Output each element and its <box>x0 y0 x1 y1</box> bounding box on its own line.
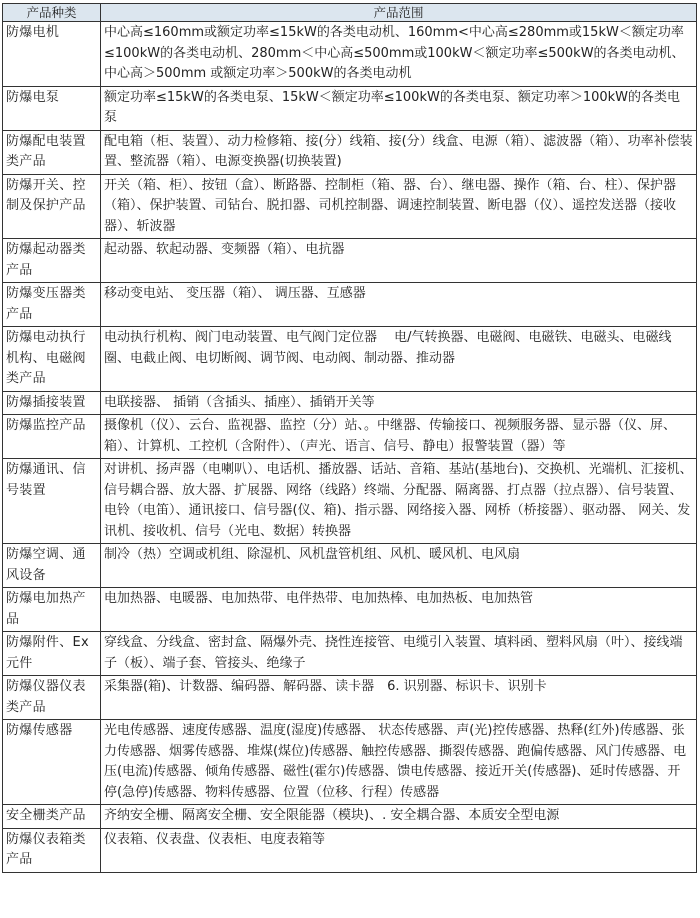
product-scope-cell: 制冷（热）空调或机组、除湿机、风机盘管机组、风机、暖风机、电风扇 <box>101 544 697 588</box>
table-row <box>3 130 697 174</box>
product-category-cell: 防爆电加热产品 <box>3 588 101 632</box>
table-row <box>3 174 697 239</box>
table-body <box>3 22 697 873</box>
table-row <box>3 544 697 588</box>
product-category-cell: 防爆开关、控制及保护产品 <box>3 174 101 239</box>
product-scope-cell: 移动变电站、 变压器（箱）、 调压器、互感器 <box>101 283 697 327</box>
product-scope-cell: 摄像机（仪）、云台、监视器、监控（分）站、。中继器、传输接口、视频服务器、显示器（仪、屏、箱）、计算机、工控机（含附件）、（声光、语言、信号、静电）报警装置（器）等 <box>101 415 697 459</box>
product-category-cell: 防爆电动执行机构、电磁阀类产品 <box>3 327 101 392</box>
product-category-cell: 防爆通讯、信号装置 <box>3 459 101 544</box>
product-category-cell: 防爆仪表箱类产品 <box>3 828 101 872</box>
product-category-cell: 防爆起动器类产品 <box>3 239 101 283</box>
table-row <box>3 327 697 392</box>
table-row <box>3 239 697 283</box>
table-row <box>3 86 697 130</box>
product-scope-cell: 中心高≤160mm或额定功率≤15kW的各类电动机、160mm<中心高≤280mm或15kW＜额定功率≤100kW的各类电动机、280mm＜中心高≤500mm或100kW＜额定功率≤500kW的各类电动机、中心高＞500mm 或额定功率＞500kW的各类电动机 <box>101 22 697 87</box>
product-scope-cell: 电动执行机构、阀门电动装置、电气阀门定位器 电/气转换器、电磁阀、电磁铁、电磁头、电磁线圈、电截止阀、电切断阀、调节阀、电动阀、制动器、推动器 <box>101 327 697 392</box>
product-category-cell: 安全栅类产品 <box>3 805 101 829</box>
product-scope-cell: 穿线盒、分线盒、密封盒、隔爆外壳、挠性连接管、电缆引入装置、填料函、塑料风扇（叶）、接线端子（板）、端子套、管接头、绝缘子 <box>101 632 697 676</box>
table-row <box>3 415 697 459</box>
table-row <box>3 588 697 632</box>
table-row <box>3 283 697 327</box>
product-category-cell: 防爆附件、Ex元件 <box>3 632 101 676</box>
product-category-cell: 防爆仪器仪表类产品 <box>3 676 101 720</box>
product-scope-cell: 对讲机、扬声器（电喇叭）、电话机、播放器、话站、音箱、基站(基地台)、交换机、光端机、汇接机、信号耦合器、放大器、扩展器、网络（线路）终端、分配器、隔离器、打点器（拉点器）、信号装置、电铃（电笛）、通讯接口、信号器(仪、箱)、指示器、网络接入器、网桥（桥接器）、驱动器、 网关、发讯机、接收机、信号（光电、数据）转换器 <box>101 459 697 544</box>
product-scope-table <box>2 3 697 873</box>
product-category-cell: 防爆传感器 <box>3 720 101 805</box>
table-row <box>3 459 697 544</box>
table-row <box>3 676 697 720</box>
header-category: 产品种类 <box>3 4 101 22</box>
product-category-cell: 防爆电机 <box>3 22 101 87</box>
table-row <box>3 391 697 415</box>
product-scope-cell: 起动器、软起动器、变频器（箱）、电抗器 <box>101 239 697 283</box>
product-category-cell: 防爆空调、通风设备 <box>3 544 101 588</box>
product-scope-cell: 电联接器、 插销（含插头、插座）、插销开关等 <box>101 391 697 415</box>
table-row <box>3 22 697 87</box>
product-category-cell: 防爆变压器类产品 <box>3 283 101 327</box>
product-scope-cell: 仪表箱、仪表盘、仪表柜、电度表箱等 <box>101 828 697 872</box>
product-scope-cell: 齐纳安全栅、隔离安全栅、安全限能器（模块)、. 安全耦合器、本质安全型电源 <box>101 805 697 829</box>
product-category-cell: 防爆配电装置类产品 <box>3 130 101 174</box>
product-scope-cell: 采集器(箱)、计数器、编码器、解码器、读卡器 6. 识别器、标识卡、识别卡 <box>101 676 697 720</box>
product-scope-cell: 光电传感器、速度传感器、温度(湿度)传感器、 状态传感器、声(光)控传感器、热释(红外)传感器、张力传感器、烟雾传感器、堆煤(煤位)传感器、触控传感器、撕裂传感器、跑偏传感器、风门传感器、电压(电流)传感器、倾角传感器、磁性(霍尔)传感器、馈电传感器、接近开关(传感器)、延时传感器、开停(急停)传感器、物料传感器、位置（位移、行程）传感器 <box>101 720 697 805</box>
product-category-cell: 防爆监控产品 <box>3 415 101 459</box>
table-row <box>3 720 697 805</box>
product-scope-cell: 电加热器、电暖器、电加热带、电伴热带、电加热棒、电加热板、电加热管 <box>101 588 697 632</box>
table-row <box>3 632 697 676</box>
product-scope-cell: 开关（箱、柜）、按钮（盒）、断路器、控制柜（箱、器、台）、继电器、操作（箱、台、柱）、保护器（箱）、保护装置、司钻台、脱扣器、司机控制器、调速控制装置、断电器（仪）、遥控发送器（接收器）、斩波器 <box>101 174 697 239</box>
table-row <box>3 828 697 872</box>
product-scope-cell: 额定功率≤15kW的各类电泵、15kW＜额定功率≤100kW的各类电泵、额定功率＞100kW的各类电泵 <box>101 86 697 130</box>
table-header-row <box>3 4 697 22</box>
header-scope: 产品范围 <box>101 4 697 22</box>
product-category-cell: 防爆插接装置 <box>3 391 101 415</box>
product-scope-cell: 配电箱（柜、装置）、动力检修箱、接(分）线箱、接(分）线盒、电源（箱）、滤波器（箱）、功率补偿装置、整流器（箱）、电源变换器(切换装置) <box>101 130 697 174</box>
table-row <box>3 805 697 829</box>
product-category-cell: 防爆电泵 <box>3 86 101 130</box>
